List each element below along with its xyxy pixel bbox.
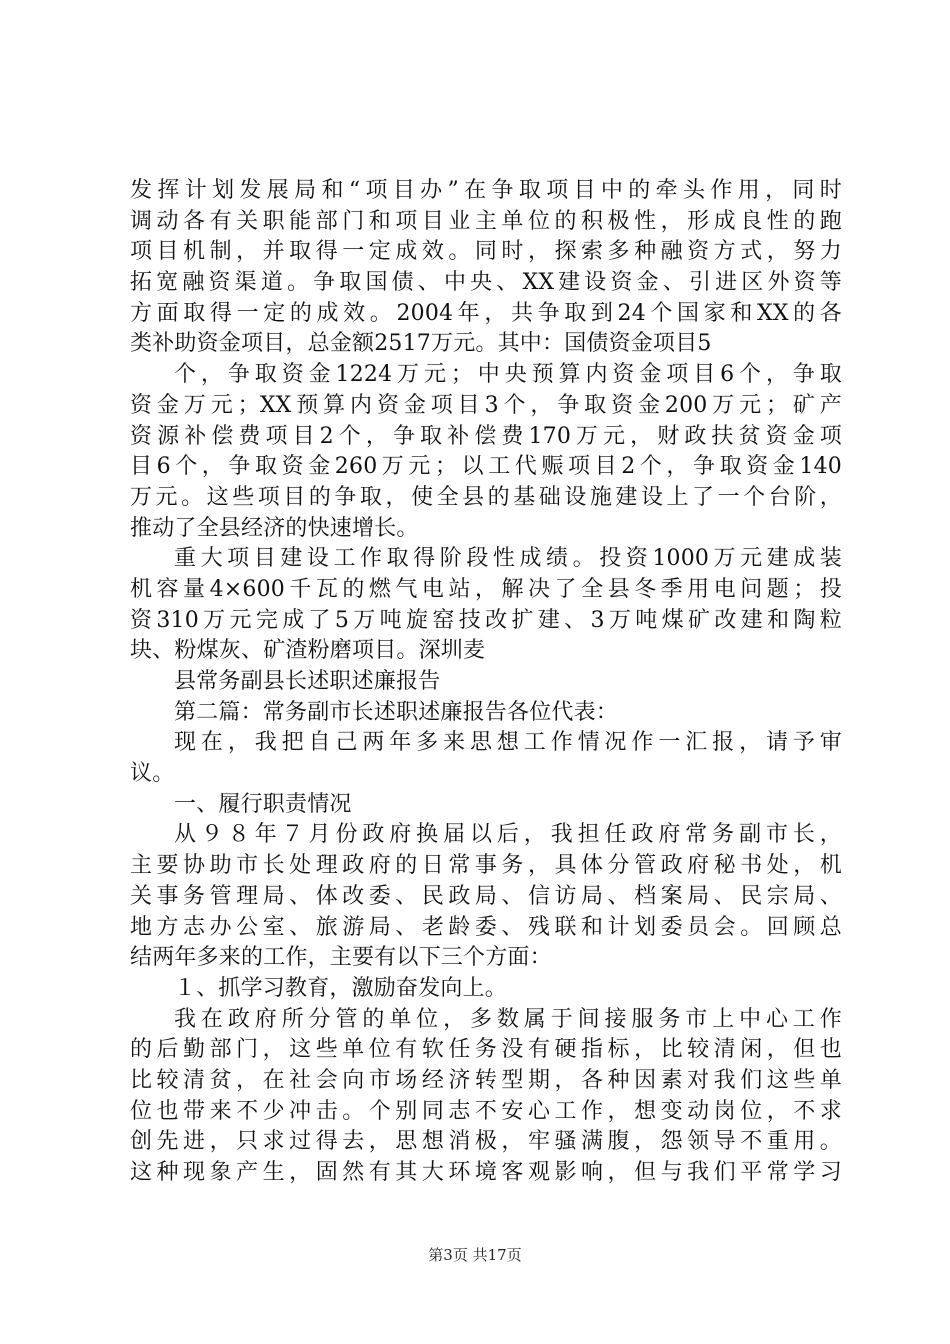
text-line: 方面取得一定的成效。2004年，共争取到24个国家和XX的各: [130, 300, 842, 326]
text-line: 资源补偿费项目2个，争取补偿费170万元，财政扶贫资金项: [130, 423, 842, 449]
text-line: 关事务管理局、体改委、民政局、信访局、档案局、民宗局、: [130, 883, 842, 909]
text-line: 第二篇：常务副市长述职述廉报告各位代表：: [174, 699, 619, 725]
text-line: 这种现象产生，固然有其大环境客观影响，但与我们平常学习: [130, 1160, 842, 1185]
page-footer: 第3页 共17页: [428, 1246, 522, 1264]
text-line: 我在政府所分管的单位，多数属于间接服务市上中心工作: [174, 1006, 842, 1032]
text-line: 资金万元；XX预算内资金项目3个，争取资金200万元；矿产: [130, 392, 842, 418]
document-body: [130, 176, 842, 1189]
text-line: １、抓学习教育，激励奋发向上。: [174, 975, 508, 1001]
text-line: 位也带来不少冲击。个别同志不安心工作，想变动岗位，不求: [130, 1098, 842, 1124]
text-line: 议。: [130, 761, 175, 787]
text-line: 现在，我把自己两年多来思想工作情况作一汇报，请予审: [174, 730, 842, 756]
text-line: 资310万元完成了5万吨旋窑技改扩建、3万吨煤矿改建和陶粒: [130, 607, 842, 633]
text-line: 比较清贫，在社会向市场经济转型期，各种因素对我们这些单: [130, 1067, 842, 1093]
text-line: 地方志办公室、旅游局、老龄委、残联和计划委员会。回顾总: [130, 914, 842, 940]
text-line: 的后勤部门，这些单位有软任务没有硬指标，比较清闲，但也: [130, 1037, 842, 1063]
text-line: 创先进，只求过得去，思想消极，牢骚满腹，怨领导不重用。: [130, 1129, 842, 1155]
text-line: 个，争取资金1224万元；中央预算内资金项目6个，争取: [174, 362, 842, 388]
text-line: 机容量4×600千瓦的燃气电站，解决了全县冬季用电问题；投: [130, 576, 842, 602]
text-line: 拓宽融资渠道。争取国债、中央、XX建设资金、引进区外资等: [130, 270, 842, 296]
text-line: 发挥计划发展局和“项目办”在争取项目中的牵头作用，同时: [130, 178, 842, 203]
text-line: 重大项目建设工作取得阶段性成绩。投资1000万元建成装: [174, 546, 842, 572]
text-line: 从９８年７月份政府换届以后，我担任政府常务副市长，: [174, 822, 842, 848]
text-line: 项目机制，并取得一定成效。同时，探索多种融资方式，努力: [130, 239, 842, 265]
text-line: 类补助资金项目，总金额2517万元。其中：国债资金项目5: [130, 331, 712, 357]
text-line: 主要协助市长处理政府的日常事务，具体分管政府秘书处，机: [130, 853, 842, 879]
text-line: 一、履行职责情况: [174, 791, 352, 817]
text-line: 推动了全县经济的快速增长。: [130, 515, 419, 541]
text-line: 结两年多来的工作，主要有以下三个方面：: [130, 945, 552, 971]
text-line: 县常务副县长述职述廉报告: [174, 669, 441, 694]
text-line: 调动各有关职能部门和项目业主单位的积极性，形成良性的跑: [130, 208, 842, 234]
text-line: 万元。这些项目的争取，使全县的基础设施建设上了一个台阶，: [130, 484, 842, 510]
text-line: 块、粉煤灰、矿渣粉磨项目。深圳麦: [130, 638, 486, 664]
text-line: 目6个，争取资金260万元；以工代赈项目2个，争取资金140: [130, 454, 842, 480]
